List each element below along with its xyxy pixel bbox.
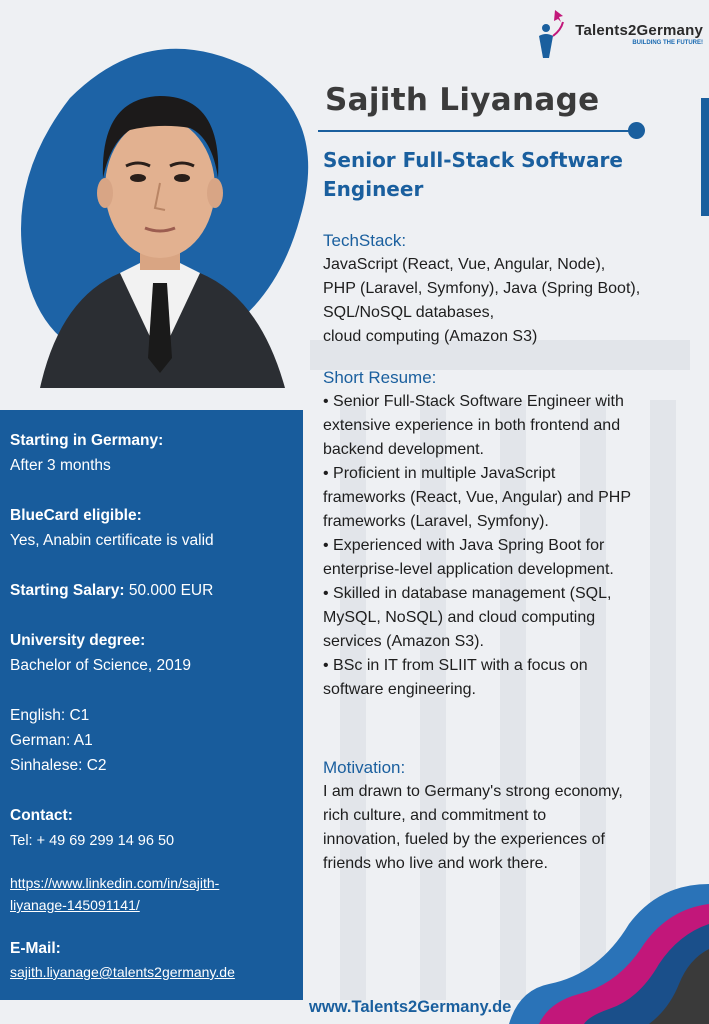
start-label: Starting in Germany:	[10, 432, 164, 449]
start-value: After 3 months	[10, 457, 111, 474]
decorative-side-bar	[701, 98, 709, 216]
degree-block	[10, 628, 293, 678]
salary-block	[10, 578, 293, 603]
candidate-name: Sajith Liyanage	[325, 82, 600, 118]
resume-line: • Skilled in database management (SQL,	[323, 585, 612, 602]
resume-line: extensive experience in both frontend and	[323, 417, 621, 434]
email-block	[10, 936, 293, 983]
linkedin-block[interactable]	[10, 872, 293, 916]
language-item: Sinhalese: C2	[10, 757, 107, 774]
linkedin-link[interactable]: liyanage-145091141/	[10, 897, 140, 913]
website-footer[interactable]: www.Talents2Germany.de	[309, 998, 512, 1016]
contact-label: Contact:	[10, 807, 73, 824]
contact-block	[10, 803, 293, 854]
resume-line: services (Amazon S3).	[323, 633, 484, 650]
motivation-line: innovation, fueled by the experiences of	[323, 831, 605, 848]
resume-line: frameworks (Laravel, Symfony).	[323, 513, 549, 530]
candidate-photo	[0, 28, 320, 398]
language-item: English: C1	[10, 707, 90, 724]
motivation-line: rich culture, and commitment to	[323, 807, 547, 824]
title-line: Engineer	[323, 177, 424, 201]
logo-wordmark: Talents2Germany	[575, 22, 703, 39]
salary-value: 50.000 EUR	[124, 582, 214, 599]
email-link[interactable]: sajith.liyanage@talents2germany.de	[10, 964, 235, 980]
person-plane-logo-icon	[533, 6, 569, 62]
resume-line: software engineering.	[323, 681, 476, 698]
company-logo	[533, 6, 703, 62]
techstack-line: SQL/NoSQL databases,	[323, 304, 495, 321]
email-label: E-Mail:	[10, 940, 61, 957]
resume-line: backend development.	[323, 441, 484, 458]
languages-block	[10, 703, 293, 778]
techstack-line: cloud computing (Amazon S3)	[323, 328, 538, 345]
decorative-waves	[509, 864, 709, 1024]
resume-heading: Short Resume:	[323, 368, 437, 387]
logo-tagline: BUILDING THE FUTURE!	[632, 40, 703, 46]
linkedin-link[interactable]: https://www.linkedin.com/in/sajith-	[10, 875, 220, 891]
start-block	[10, 428, 293, 478]
resume-line: MySQL, NoSQL) and cloud computing	[323, 609, 596, 626]
underline-dot	[628, 122, 645, 139]
degree-label: University degree:	[10, 632, 146, 649]
candidate-title	[323, 146, 683, 204]
details-panel	[0, 410, 303, 1000]
resume-line: • Experienced with Java Spring Boot for	[323, 537, 605, 554]
motivation-line: friends who live and work there.	[323, 855, 548, 872]
resume-line: enterprise-level application development.	[323, 561, 614, 578]
resume-line: • Proficient in multiple JavaScript	[323, 465, 556, 482]
bluecard-block	[10, 503, 293, 553]
bluecard-label: BlueCard eligible:	[10, 507, 142, 524]
salary-label: Starting Salary:	[10, 582, 125, 599]
title-line: Senior Full-Stack Software	[323, 148, 623, 172]
resume-line: • BSc in IT from SLIIT with a focus on	[323, 657, 588, 674]
bluecard-value: Yes, Anabin certificate is valid	[10, 532, 214, 549]
name-underline	[318, 130, 636, 132]
techstack-heading: TechStack:	[323, 231, 407, 250]
language-item: German: A1	[10, 732, 93, 749]
resume-line: frameworks (React, Vue, Angular) and PHP	[323, 489, 631, 506]
motivation-heading: Motivation:	[323, 758, 406, 777]
techstack-line: JavaScript (React, Vue, Angular, Node),	[323, 256, 606, 273]
motivation-section	[323, 756, 701, 876]
phone-number: Tel: + 49 69 299 14 96 50	[10, 833, 175, 849]
motivation-line: I am drawn to Germany's strong economy,	[323, 783, 623, 800]
techstack-section	[323, 229, 701, 349]
resume-line: • Senior Full-Stack Software Engineer with	[323, 393, 624, 410]
resume-section	[323, 366, 701, 702]
techstack-line: PHP (Laravel, Symfony), Java (Spring Boot),	[323, 280, 641, 297]
degree-value: Bachelor of Science, 2019	[10, 657, 191, 674]
